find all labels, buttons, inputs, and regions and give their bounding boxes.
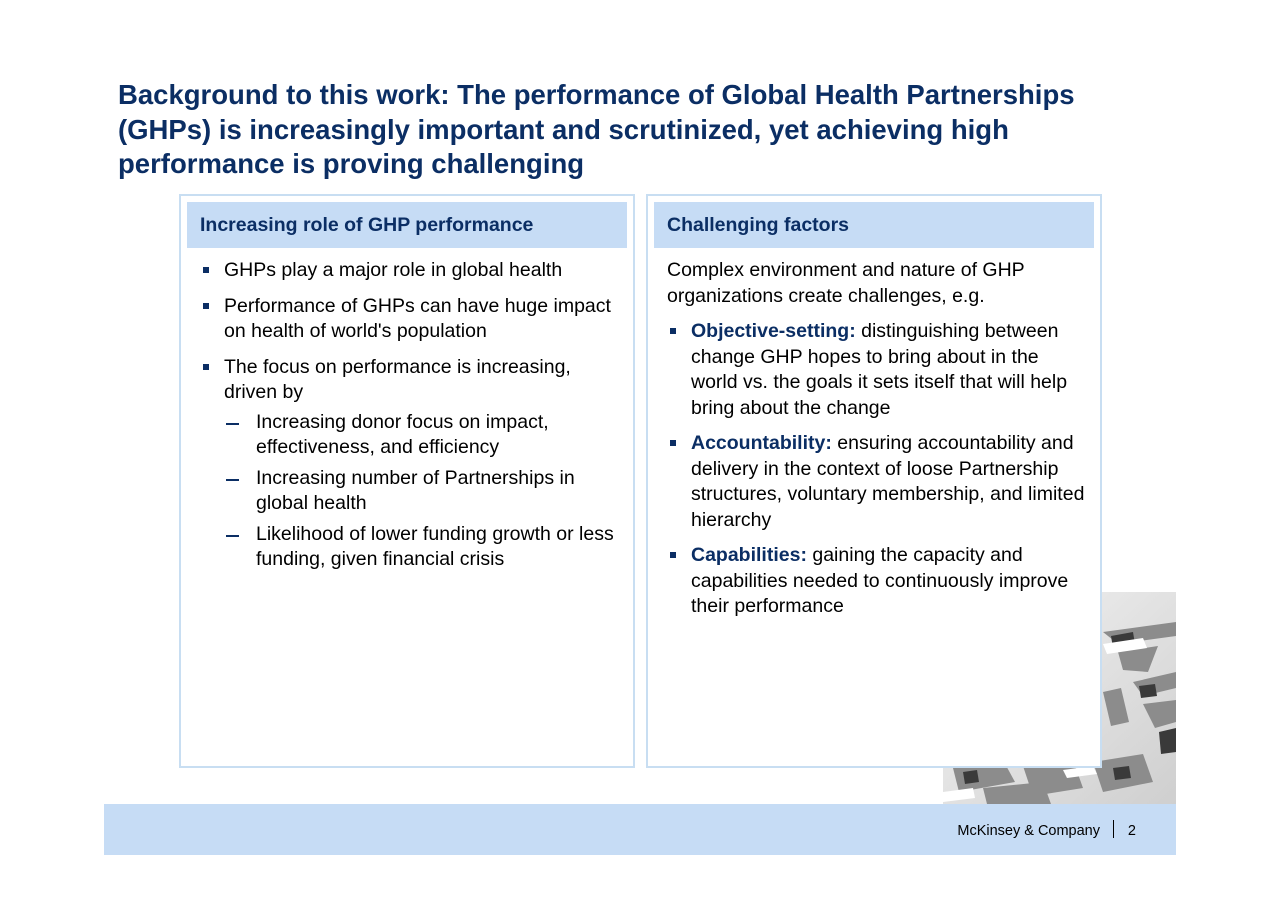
- bullet-text: gaining the capacity and capabilities needed to continuously improve their performance: [691, 544, 1069, 617]
- dash-bullet-icon: [226, 479, 239, 481]
- list-item: Performance of GHPs can have huge impact on health of world's population: [200, 294, 623, 345]
- bullet-lead: Accountability:: [691, 432, 832, 454]
- bullet-lead: Capabilities:: [691, 544, 807, 566]
- footer-company: McKinsey & Company: [957, 823, 1100, 839]
- intro-text: Complex environment and nature of GHP organizations create challenges, e.g.: [667, 259, 1025, 307]
- sub-list-item: Increasing donor focus on impact, effectiveness, and efficiency: [200, 410, 623, 461]
- square-bullet-icon: [203, 364, 209, 370]
- bullet-lead: Objective-setting:: [691, 320, 856, 342]
- left-panel: [179, 194, 635, 768]
- footer-separator: [1113, 820, 1114, 838]
- right-panel-body: [667, 258, 1090, 630]
- slide-title: Background to this work: The performance of Global Health Partnerships (GHPs) is increasingly important and scrutinized, yet achieving high performance is proving challenging: [118, 79, 1075, 179]
- sub-list-item: Likelihood of lower funding growth or less funding, given financial crisis: [200, 522, 623, 573]
- footer-bar: [104, 804, 1176, 855]
- right-panel: [646, 194, 1102, 768]
- list-item: [667, 319, 1090, 421]
- square-bullet-icon: [670, 552, 676, 558]
- square-bullet-icon: [203, 303, 209, 309]
- page-number: 2: [1127, 823, 1136, 839]
- square-bullet-icon: [203, 267, 209, 273]
- list-item: [667, 431, 1090, 533]
- right-panel-header: Challenging factors: [654, 202, 1094, 248]
- sub-list-item: Increasing number of Partnerships in global health: [200, 466, 623, 517]
- bullet-text: ensuring accountability and delivery in the context of loose Partnership structures, voluntary membership, and limited hierarchy: [691, 432, 1085, 531]
- list-item: The focus on performance is increasing, driven by: [200, 355, 623, 406]
- left-panel-body: [200, 258, 623, 578]
- left-panel-header: Increasing role of GHP performance: [187, 202, 627, 248]
- list-item: GHPs play a major role in global health: [200, 258, 623, 284]
- list-item: [667, 543, 1090, 620]
- bullet-text: distinguishing between change GHP hopes to bring about in the world vs. the goals it sets itself that will help bring about the change: [691, 320, 1068, 419]
- square-bullet-icon: [670, 440, 676, 446]
- square-bullet-icon: [670, 328, 676, 334]
- dash-bullet-icon: [226, 423, 239, 425]
- dash-bullet-icon: [226, 535, 239, 537]
